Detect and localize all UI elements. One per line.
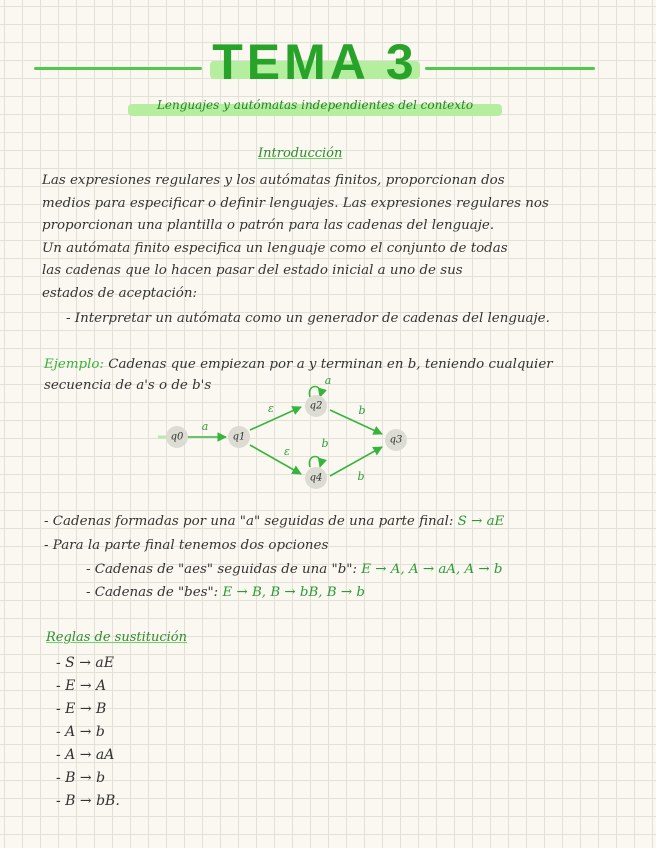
rule-item: - A → b bbox=[56, 724, 105, 740]
state-label: q2 bbox=[309, 400, 323, 412]
intro-line: Las expresiones regulares y los autómatas finitos, proporcionan dos bbox=[42, 173, 505, 188]
intro-line: las cadenas que lo hacen pasar del estado inicial a uno de sus bbox=[42, 263, 463, 278]
note-line-2: - Para la parte final tenemos dos opciones bbox=[44, 538, 329, 553]
edge-label: b bbox=[357, 470, 365, 483]
note-line-3 bbox=[86, 562, 502, 577]
rules-heading: Reglas de sustitución bbox=[46, 630, 187, 645]
example-label: Ejemplo: bbox=[44, 357, 104, 372]
rule-item: - S → aE bbox=[56, 655, 114, 671]
edge-label: ε bbox=[284, 445, 290, 458]
page-title: TEMA 3 bbox=[212, 34, 418, 90]
rule-item: - E → A bbox=[56, 678, 107, 694]
edge-label: ε bbox=[268, 402, 274, 415]
edge-label: b bbox=[358, 404, 366, 417]
edge-q1-q4 bbox=[250, 445, 301, 474]
note-rule: E → A, A → aA, A → b bbox=[361, 562, 503, 577]
intro-bullet: - Interpretar un autómata como un generador de cadenas del lenguaje. bbox=[66, 311, 550, 326]
intro-line: proporcionan una plantilla o patrón para las cadenas del lenguaje. bbox=[42, 218, 495, 233]
rule-item: - B → b bbox=[56, 770, 106, 786]
state-label: q0 bbox=[170, 431, 184, 443]
edge-label: a bbox=[201, 420, 209, 433]
intro-line: medios para especificar o definir lenguajes. Las expresiones regulares nos bbox=[42, 195, 549, 211]
note-text: - Cadenas formadas por una "a" seguidas de una parte final: bbox=[44, 514, 458, 529]
state-label: q4 bbox=[309, 472, 323, 484]
edge-q4-q3 bbox=[330, 447, 382, 476]
example-text: Cadenas que empiezan por a y terminan en b, teniendo cualquier bbox=[103, 357, 553, 372]
note-text: - Cadenas de "aes" seguidas de una "b": bbox=[86, 562, 362, 577]
rule-item: - E → B bbox=[56, 701, 107, 717]
state-label: q3 bbox=[389, 434, 403, 446]
rule-item: - A → aA bbox=[56, 747, 115, 763]
note-rule: E → B, B → bB, B → b bbox=[222, 585, 365, 600]
note-rule: S → aE bbox=[457, 514, 505, 529]
example-line-2: secuencia de a's o de b's bbox=[44, 378, 212, 393]
note-text: - Cadenas de "bes": bbox=[86, 585, 223, 600]
intro-line: Un autómata finito especifica un lenguaje como el conjunto de todas bbox=[42, 240, 508, 256]
edge-q2-q3 bbox=[330, 410, 382, 434]
edge-label: a bbox=[324, 374, 332, 387]
edge-q1-q2 bbox=[250, 407, 301, 430]
intro-heading: Introducción bbox=[258, 146, 343, 161]
edge-label: b bbox=[321, 437, 329, 450]
page-subtitle: Lenguajes y autómatas independientes del contexto bbox=[156, 98, 474, 112]
note-line-1 bbox=[44, 514, 504, 529]
rule-item: - B → bB. bbox=[56, 793, 120, 809]
note-line-4 bbox=[86, 585, 365, 600]
loop-q4 bbox=[309, 457, 320, 468]
intro-line: estados de aceptación: bbox=[42, 285, 197, 301]
state-label: q1 bbox=[232, 431, 246, 443]
